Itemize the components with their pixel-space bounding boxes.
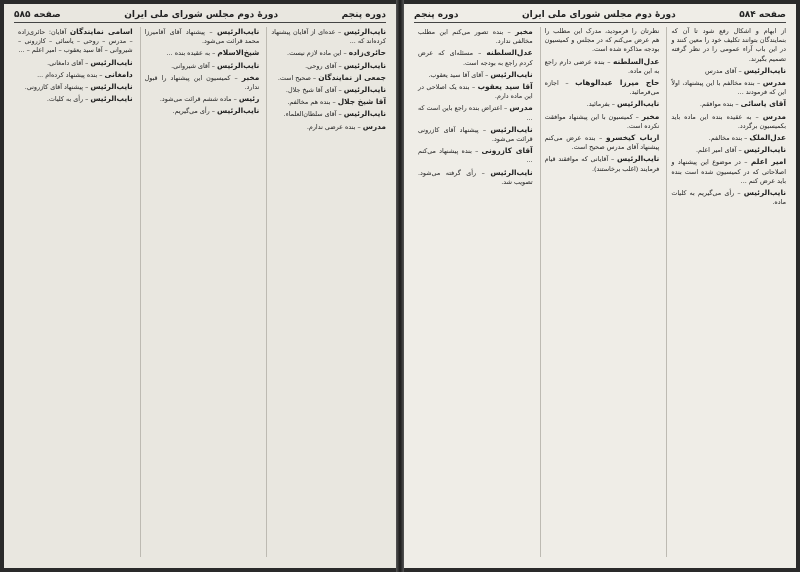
- speaker-name: امیر اعلم: [750, 157, 786, 167]
- speech-text: – پیشنهاد آقای کازرونی قرائت می‌شود.: [417, 125, 533, 144]
- transcript-entry: [545, 57, 660, 76]
- left-col-3: [14, 27, 133, 557]
- speaker-name: مدرس: [762, 111, 786, 121]
- transcript-entry: [271, 122, 386, 132]
- speaker-name: مدرس: [762, 78, 786, 88]
- speaker-name: آقای کازرونی: [481, 146, 533, 156]
- speech-text: – بنده عرضی دارم راجع به این ماده.: [544, 57, 660, 75]
- right-col-2: [540, 27, 660, 557]
- transcript-entry: [145, 48, 260, 58]
- transcript-entry: [671, 188, 786, 207]
- speech-text: – بنده یک اصلاحی در این ماده دارم.: [417, 83, 533, 101]
- speaker-name: نایب‌الرئیس: [343, 85, 386, 95]
- speech-text: – آقایانی که موافقند قیام فرمایند (اغلب برخاستند).: [544, 155, 660, 173]
- right-columns: [414, 27, 786, 557]
- speech-text: – بنده پیشنهاد می‌کنم ...: [417, 147, 533, 165]
- speaker-name: آقای یاسائی: [740, 99, 786, 109]
- speaker-name: جمعی از نمایندگان: [318, 72, 386, 82]
- transcript-entry: [271, 73, 386, 83]
- transcript-entry: [145, 61, 260, 71]
- transcript-entry: [418, 27, 533, 46]
- speaker-name: نایب‌الرئیس: [490, 167, 533, 177]
- transcript-entry: [545, 27, 660, 55]
- transcript-entry: [18, 94, 133, 104]
- speaker-name: نایب‌الرئیس: [343, 60, 386, 70]
- speech-text: – پیشنهاد آقای آقامیرزا محمد قرائت می‌شود.: [144, 28, 260, 46]
- speech-text: – بنده مخالفم.: [708, 134, 748, 143]
- right-col-1: [666, 27, 786, 557]
- speech-text: – آقای روحی.: [305, 61, 342, 70]
- speech-text: – ماده ششم قرائت می‌شود.: [159, 95, 237, 104]
- transcript-entry: [145, 94, 260, 104]
- left-page-number: صفحه ۵۸۵: [14, 10, 61, 20]
- transcript-entry: [671, 145, 786, 155]
- left-columns: [14, 27, 386, 557]
- speaker-name: نایب‌الرئیس: [743, 145, 786, 155]
- transcript-entry: [545, 154, 660, 173]
- speaker-name: حاج میرزا عبدالوهاب: [575, 78, 660, 88]
- speech-text: – بنده موافقم.: [699, 100, 739, 109]
- transcript-entry: [145, 73, 260, 92]
- transcript-entry: [271, 27, 386, 46]
- speaker-name: نایب‌الرئیس: [217, 60, 260, 70]
- transcript-entry: [671, 99, 786, 109]
- speaker-name: نایب‌الرئیس: [343, 27, 386, 36]
- transcript-entry: [418, 103, 533, 122]
- transcript-entry: [545, 133, 660, 152]
- speech-text: – آقای امیر اعلم.: [695, 146, 742, 155]
- speaker-name: حائری‌زاده: [348, 48, 386, 58]
- transcript-entry: [18, 70, 133, 80]
- right-title: دورهٔ دوم مجلس شورای ملی ایران: [521, 10, 676, 20]
- speech-text: آقایان: حائری‌زاده – مدرس – روحی – یاسائی – کازرونی – شیروانی – آقا سید یعقوب – امیر اعلم – ...: [17, 28, 133, 55]
- transcript-entry: [18, 27, 133, 56]
- speech-text: از ابهام و اشکال رفع شود تا آن که بنمایندگان بتوانند تکلیف خود را معین کنند و در این باب آراء عمومی را در نظر گرفته تصمیم بگیرند.: [671, 27, 786, 63]
- speech-text: – بنده پیشنهاد کرده‌ام ...: [37, 70, 103, 79]
- transcript-entry: [418, 82, 533, 101]
- speech-text: – بنده تصور می‌کنم این مطلب مخالفی ندارد.: [417, 28, 533, 46]
- speaker-name: نایب‌الرئیس: [217, 27, 260, 36]
- transcript-entry: [145, 27, 260, 46]
- speech-text: – عده‌ای از آقایان پیشنهاد کرده‌اند که ...: [271, 28, 386, 46]
- speech-text: – آقای شیروانی.: [171, 61, 215, 70]
- speech-text: – بنده عرضی ندارم.: [306, 122, 361, 131]
- speaker-name: مخبر: [641, 111, 660, 121]
- speaker-name: نایب‌الرئیس: [90, 82, 133, 92]
- speech-text: – اجازه می‌فرمائید.: [544, 79, 660, 97]
- speech-text: – رأی می‌گیریم.: [172, 107, 215, 116]
- speech-text: – به عقیده بنده این ماده باید بکمیسیون برگردد.: [671, 112, 786, 130]
- speaker-name: اسامی نمایندگان: [69, 27, 133, 36]
- speech-text: نظرتان را فرمودید، مدرک این مطلب را هم عرض می‌کنم که در مجلس و کمیسیون بودجه مذاکره شده است.: [544, 27, 660, 54]
- transcript-entry: [671, 66, 786, 76]
- speaker-name: نایب‌الرئیس: [490, 124, 533, 134]
- transcript-entry: [418, 70, 533, 80]
- speaker-name: آقا شیخ جلال: [337, 97, 386, 107]
- transcript-entry: [545, 78, 660, 97]
- speaker-name: نایب‌الرئیس: [490, 69, 533, 79]
- left-period: دوره پنجم: [341, 10, 386, 20]
- speaker-name: نایب‌الرئیس: [617, 99, 660, 109]
- right-page: [404, 4, 796, 568]
- right-page-number: صفحه ۵۸۴: [739, 10, 786, 20]
- speaker-name: دامغانی: [104, 69, 133, 79]
- speaker-name: عدل‌الملک: [749, 133, 786, 143]
- speech-text: – کمیسیون این پیشنهاد را قبول ندارد.: [144, 73, 260, 92]
- transcript-entry: [671, 112, 786, 131]
- speaker-name: نایب‌الرئیس: [217, 106, 260, 116]
- speech-text: – آقای آقا سید یعقوب.: [428, 70, 489, 79]
- transcript-entry: [18, 82, 133, 92]
- transcript-entry: [671, 157, 786, 186]
- transcript-entry: [418, 146, 533, 165]
- speaker-name: مدرس: [509, 103, 533, 113]
- transcript-entry: [271, 97, 386, 107]
- speaker-name: عدل‌السلطنه: [613, 56, 660, 66]
- transcript-entry: [418, 125, 533, 144]
- speaker-name: نایب‌الرئیس: [343, 109, 386, 119]
- speech-text: – آقای آقا شیخ جلال.: [285, 86, 342, 95]
- speech-text: – کمیسیون با این پیشنهاد موافقت نکرده است.: [544, 112, 660, 130]
- left-page: [4, 4, 396, 568]
- transcript-entry: [271, 85, 386, 95]
- speech-text: – بنده مخالفم با این پیشنهاد، اولاً این که فرمودند ...: [671, 79, 786, 97]
- speech-text: – بنده عرض می‌کنم پیشنهاد آقای مدرس صحیح است.: [544, 134, 660, 152]
- transcript-entry: [418, 48, 533, 67]
- transcript-entry: [271, 61, 386, 71]
- speaker-name: آقا سید یعقوب: [477, 82, 533, 92]
- speaker-name: شیخ‌الاسلام: [217, 48, 260, 58]
- speech-text: – صحیح است.: [277, 73, 317, 82]
- speaker-name: نایب‌الرئیس: [90, 57, 133, 67]
- transcript-entry: [545, 112, 660, 131]
- book-gutter: [396, 0, 404, 572]
- left-title: دورهٔ دوم مجلس شورای ملی ایران: [124, 10, 279, 20]
- speaker-name: مخبر: [241, 72, 260, 82]
- transcript-entry: [671, 78, 786, 97]
- right-period: دوره پنجم: [414, 10, 459, 20]
- speech-text: – رأی می‌گیریم به کلیات ماده.: [671, 189, 786, 207]
- speaker-name: نایب‌الرئیس: [743, 65, 786, 75]
- transcript-entry: [18, 58, 133, 68]
- speech-text: – این ماده لازم نیست.: [287, 49, 347, 58]
- speaker-name: مدرس: [362, 121, 386, 131]
- speech-text: – پیشنهاد آقای کازرونی.: [24, 83, 89, 92]
- speaker-name: نایب‌الرئیس: [90, 94, 133, 104]
- transcript-entry: [271, 109, 386, 119]
- speech-text: – مسئله‌ای که عرض کردم راجع به بودجه است.: [417, 49, 533, 67]
- speaker-name: ارباب کیخسرو: [605, 133, 660, 143]
- speech-text: – اعتراض بنده راجع باین است که ...: [417, 104, 533, 122]
- speaker-name: نایب‌الرئیس: [743, 188, 786, 198]
- transcript-entry: [418, 168, 533, 187]
- transcript-entry: [145, 106, 260, 116]
- speaker-name: مخبر: [515, 27, 533, 36]
- speech-text: – آقای سلطان‌العلماء.: [283, 110, 342, 119]
- left-col-2: [140, 27, 260, 557]
- speech-text: – آقای دامغانی.: [47, 58, 89, 67]
- speech-text: – آقای مدرس: [704, 66, 742, 75]
- right-page-header: [414, 10, 786, 23]
- speech-text: – به عقیده بنده ...: [166, 49, 216, 58]
- speech-text: – بفرمائید.: [586, 100, 615, 109]
- speech-text: – رأی به کلیات.: [46, 95, 89, 104]
- speaker-name: نایب‌الرئیس: [617, 154, 660, 164]
- right-col-3: [414, 27, 533, 557]
- left-page-header: [14, 10, 386, 23]
- transcript-entry: [671, 133, 786, 143]
- speech-text: – در موضوع این پیشنهاد و اصلاحاتی که در کمیسیون شده است بنده باید عرض کنم ...: [671, 158, 786, 185]
- transcript-entry: [671, 27, 786, 64]
- left-col-1: [266, 27, 386, 557]
- speech-text: – رأی گرفته می‌شود. تصویب شد.: [417, 168, 533, 186]
- transcript-entry: [545, 99, 660, 109]
- speaker-name: عدل‌السلطنه: [486, 48, 533, 58]
- speech-text: – بنده هم مخالفم.: [287, 98, 336, 107]
- speaker-name: رئیس: [238, 94, 260, 104]
- transcript-entry: [271, 48, 386, 58]
